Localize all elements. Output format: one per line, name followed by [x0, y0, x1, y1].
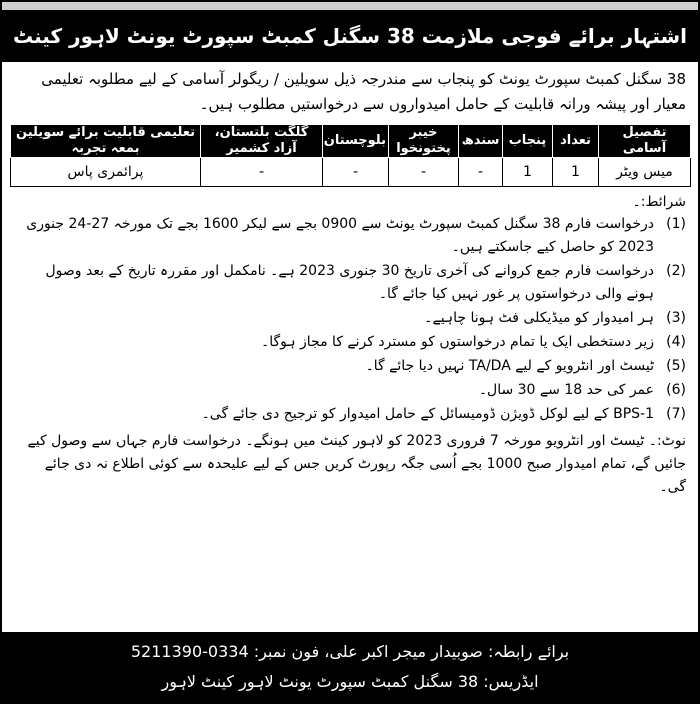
cell: - — [389, 158, 459, 187]
ad-title: اشتہار برائے فوجی ملازمت 38 سگنل کمبٹ سپورٹ یونٹ لاہور کینٹ — [2, 10, 698, 62]
table-row — [11, 158, 691, 187]
cell: میس ویٹر — [599, 158, 691, 187]
col-punjab: پنجاب — [503, 125, 553, 158]
cell: - — [323, 158, 389, 187]
term-item — [14, 355, 686, 378]
term-number: (5) — [666, 358, 686, 374]
vacancy-table — [10, 125, 691, 187]
term-number: (3) — [666, 310, 686, 326]
term-number: (4) — [666, 334, 686, 350]
term-item — [14, 331, 686, 354]
contact-footer — [2, 632, 698, 702]
term-item — [14, 403, 686, 426]
table-header-row — [11, 125, 691, 158]
term-item — [14, 379, 686, 402]
terms-heading: شرائط:۔ — [632, 194, 686, 210]
cell: 1 — [503, 158, 553, 187]
term-text: درخواست فارم 38 سگنل کمبٹ سپورٹ یونٹ سے 0900 بجے سے لیکر 1600 بجے تک مورخہ 27-24 جنوری 2023 کو حاصل کیے جاسکتے ہیں۔ — [26, 216, 654, 255]
top-strip — [2, 2, 698, 10]
cell: پرائمری پاس — [11, 158, 201, 187]
term-number: (7) — [666, 406, 686, 422]
cell: 1 — [553, 158, 599, 187]
intro-text: 38 سگنل کمبٹ سپورٹ یونٹ کو پنجاب سے مندرجہ ذیل سویلین / ریگولر آسامی کے لیے مطلوبہ تعلیمی معیار اور پیشہ ورانہ قابلیت کے حامل امیدواروں سے درخواستیں مطلوب ہیں۔ — [41, 70, 686, 113]
col-gb-ajk: گلگت بلتستان، آزاد کشمیر — [201, 125, 323, 158]
term-item — [14, 260, 686, 306]
contact-line: برائے رابطہ: صوبیدار میجر اکبر علی، فون نمبر: 0334-5211390 — [130, 642, 570, 661]
term-text: ٹیسٹ اور انٹرویو کے لیے TA/DA نہیں دیا جائے گا۔ — [365, 358, 654, 374]
col-kp: خیبر پختونخوا — [389, 125, 459, 158]
term-item — [14, 213, 686, 259]
note-text: نوٹ:۔ ٹیسٹ اور انٹرویو مورخہ 7 فروری 2023 کو لاہور کینٹ میں ہونگے۔ درخواست فارم جہاں سے وصول کیے جائیں گے، تمام امیدوار صبح 1000 بجے اُسی جگہ رپورٹ کریں جس کے لیے علیحدہ سے کوئی اطلاع نہ دی جائے گی۔ — [27, 433, 686, 495]
col-balochistan: بلوچستان — [323, 125, 389, 158]
address-line: ایڈریس: 38 سگنل کمبٹ سپورٹ یونٹ لاہور کینٹ لاہور — [161, 672, 539, 691]
col-qualification: تعلیمی قابلیت برائے سویلین بمعہ تجربہ — [11, 125, 201, 158]
term-number: (1) — [666, 216, 686, 232]
term-text: ہر امیدوار کو میڈیکلی فٹ ہونا چاہیے۔ — [424, 310, 654, 326]
term-number: (2) — [666, 263, 686, 279]
terms-section — [2, 187, 698, 427]
col-post: تفصیل آسامی — [599, 125, 691, 158]
term-item — [14, 307, 686, 330]
term-text: زیر دستخطی ایک یا تمام درخواستوں کو مسترد کرنے کا مجاز ہوگا۔ — [261, 334, 654, 350]
col-sindh: سندھ — [459, 125, 503, 158]
term-number: (6) — [666, 382, 686, 398]
term-text: درخواست فارم جمع کروانے کی آخری تاریخ 30 جنوری 2023 ہے۔ نامکمل اور مقررہ تاریخ کے بعد وصول ہونے والی درخواستوں پر غور نہیں کیا جائے گا۔ — [45, 263, 654, 302]
cell: - — [201, 158, 323, 187]
cell: - — [459, 158, 503, 187]
col-count: تعداد — [553, 125, 599, 158]
term-text: عمر کی حد 18 سے 30 سال۔ — [478, 382, 654, 398]
term-text: BPS-1 کے لیے لوکل ڈویژن ڈومیسائل کے حامل امیدوار کو ترجیح دی جائے گی۔ — [201, 406, 654, 422]
